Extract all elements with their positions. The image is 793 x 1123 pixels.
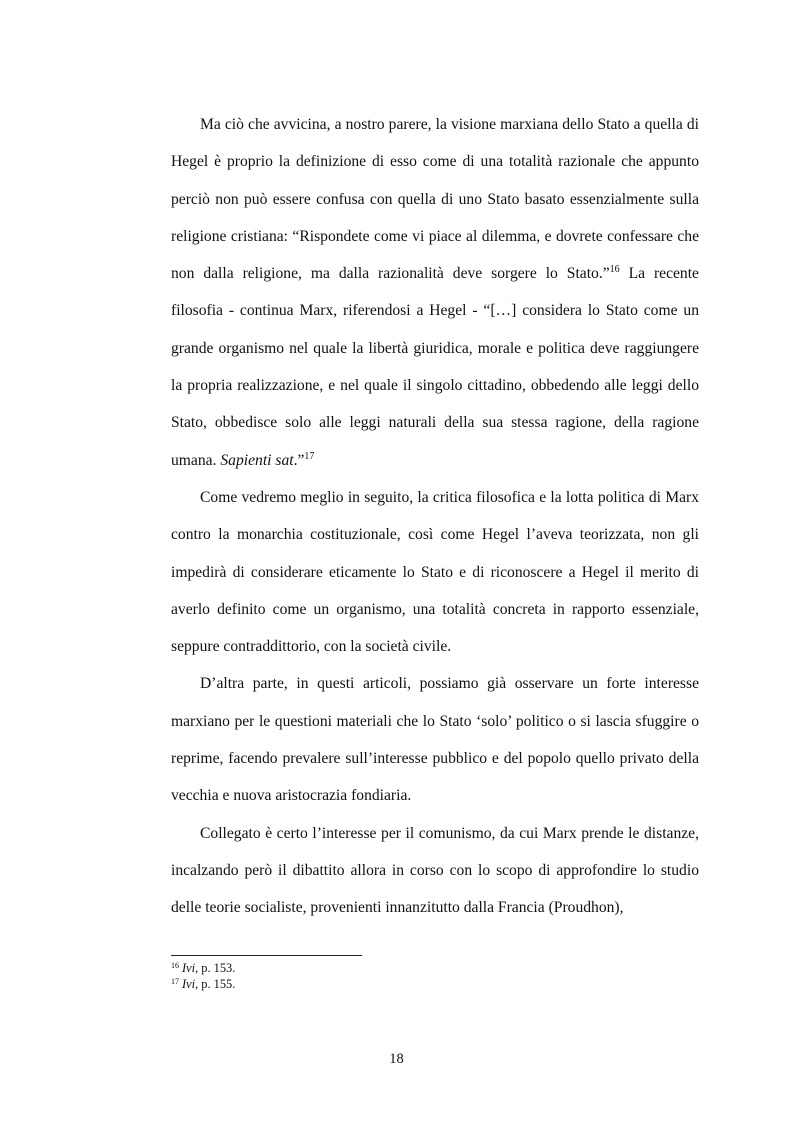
paragraph xyxy=(171,106,699,479)
footnote-source: Ivi xyxy=(182,961,196,975)
footnote-source: Ivi xyxy=(182,977,196,991)
paragraph xyxy=(171,479,699,665)
text-segment: Come vedremo meglio in seguito, la critica filosofica e la lotta politica di Marx contro la monarchia costituzionale, così come Hegel l’aveva teorizzata, non gli impedirà di considerare eticamente lo Stato e di riconoscere a Hegel il merito di averlo definito come un organismo, una totalità concreta in rapporto essenziale, seppure contraddittorio, con la società civile. xyxy=(171,488,699,656)
footnote-number: 16 xyxy=(171,961,179,970)
footnote xyxy=(171,960,699,976)
italic-phrase: Sapienti sat xyxy=(220,451,294,469)
text-segment: D’altra parte, in questi articoli, possiamo già osservare un forte interesse marxiano per le questioni materiali che lo Stato ‘solo’ politico o si lascia sfuggire o reprime, facendo prevalere sull’interesse pubblico e del popolo quello privato della vecchia e nuova aristocrazia fondiaria. xyxy=(171,675,699,805)
text-segment: .” xyxy=(293,451,305,469)
paragraph xyxy=(171,665,699,814)
footnote xyxy=(171,976,699,992)
text-segment: Ma ciò che avvicina, a nostro parere, la visione marxiana dello Stato a quella di Hegel è proprio la definizione di esso come di una totalità razionale che appunto perciò non può essere confusa con quella di uno Stato basato essenzialmente sulla religione cristiana: “Rispondete come vi piace al dilemma, e dovrete confessare che non dalla religione, ma dalla razionalità deve sorgere lo Stato.” xyxy=(171,116,699,283)
footnote-separator xyxy=(171,955,362,956)
footnote-text: , p. 153. xyxy=(195,961,236,975)
footnote-reference[interactable]: 16 xyxy=(609,264,620,276)
text-segment: Collegato è certo l’interesse per il comunismo, da cui Marx prende le distanze, incalzando però il dibattito allora in corso con lo scopo di approfondire lo studio delle teorie socialiste, provenienti innanzitutto dalla Francia (Proudhon), xyxy=(171,824,699,917)
footnotes xyxy=(171,960,699,992)
body-text xyxy=(171,106,699,927)
text-segment: La recente filosofia - continua Marx, riferendosi a Hegel - “[…] considera lo Stato come un grande organismo nel quale la libertà giuridica, morale e politica deve raggiungere la propria realizzazione, e nel quale il singolo cittadino, obbedendo alle leggi dello Stato, obbedisce solo alle leggi naturali della sua stessa ragione, della ragione umana. xyxy=(171,265,699,469)
page-number: 18 xyxy=(389,1051,404,1067)
footnote-text: , p. 155. xyxy=(195,977,236,991)
footnote-reference[interactable]: 17 xyxy=(304,450,315,462)
paragraph xyxy=(171,815,699,927)
footnote-number: 17 xyxy=(171,977,179,986)
